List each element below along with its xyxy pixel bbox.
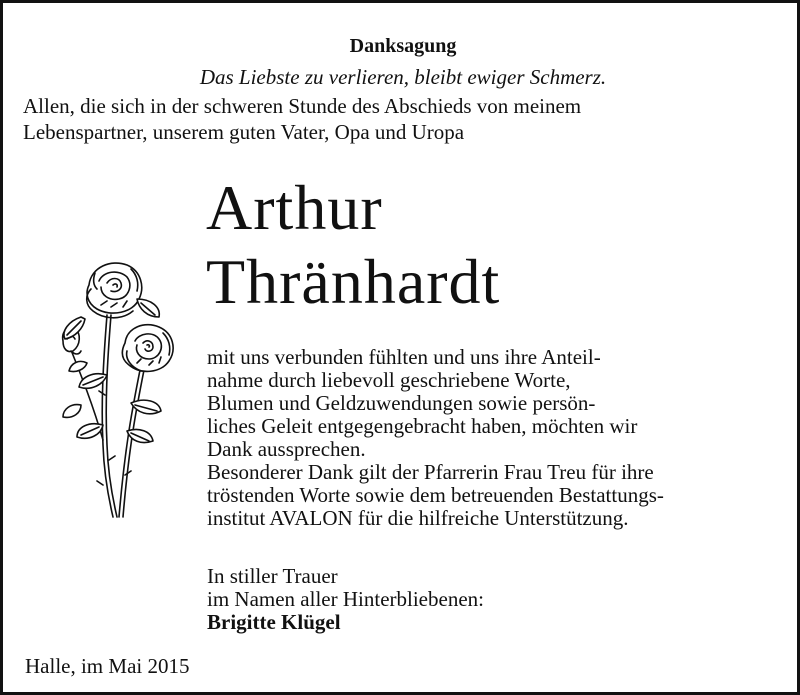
thanks-line: Besonderer Dank gilt der Pfarrerin Frau Treu für ihre bbox=[207, 460, 654, 484]
thanks-line: mit uns verbunden fühlten und uns ihre Anteil- bbox=[207, 345, 601, 369]
deceased-name bbox=[206, 171, 500, 319]
thanks-line: Dank aussprechen. bbox=[207, 437, 366, 461]
deceased-first-name: Arthur bbox=[206, 172, 383, 243]
intro-line: Lebenspartner, unserem guten Vater, Opa und Uropa bbox=[23, 120, 465, 144]
intro-line: Allen, die sich in der schweren Stunde des Abschieds von meinem bbox=[23, 94, 582, 118]
thanks-line: tröstenden Worte sowie dem betreuenden Bestattungs- bbox=[207, 483, 664, 507]
closing-block bbox=[207, 565, 787, 634]
thanks-text bbox=[207, 346, 793, 530]
deceased-last-name: Thränhardt bbox=[206, 246, 501, 317]
thanks-line: institut AVALON für die hilfreiche Unterstützung. bbox=[207, 506, 629, 530]
intro-text bbox=[23, 93, 793, 145]
place-date: Halle, im Mai 2015 bbox=[25, 654, 190, 678]
thanks-line: nahme durch liebevoll geschriebene Worte, bbox=[207, 368, 571, 392]
rose-icon bbox=[41, 255, 191, 525]
thanks-line: liches Geleit entgegengebracht haben, möchten wir bbox=[207, 414, 638, 438]
notice-motto: Das Liebste zu verlieren, bleibt ewiger Schmerz. bbox=[199, 65, 607, 89]
thanks-line: Blumen und Geldzuwendungen sowie persön- bbox=[207, 391, 596, 415]
notice-heading: Danksagung bbox=[349, 35, 457, 57]
closing-line: In stiller Trauer bbox=[207, 564, 338, 588]
closing-line: im Namen aller Hinterbliebenen: bbox=[207, 587, 484, 611]
signer-name: Brigitte Klügel bbox=[207, 610, 341, 634]
